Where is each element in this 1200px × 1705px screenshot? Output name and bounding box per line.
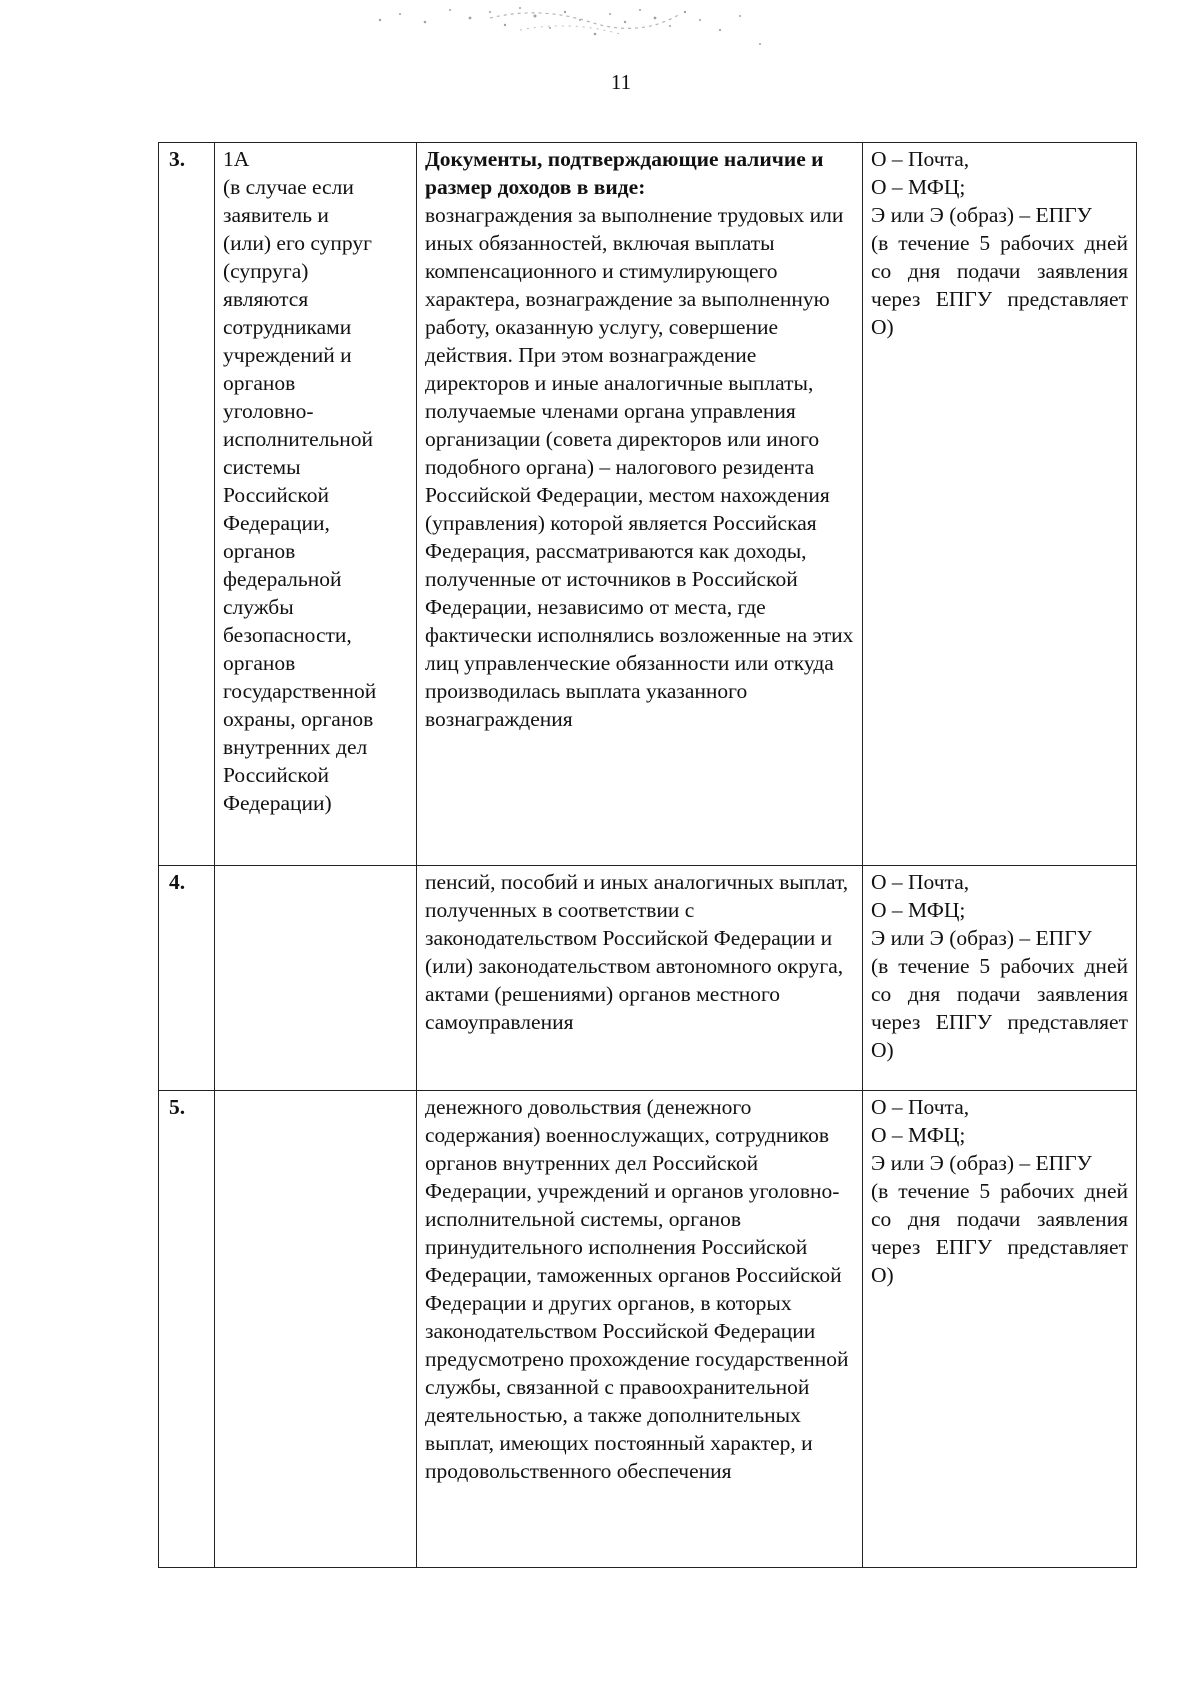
row-number: 3. bbox=[159, 143, 215, 866]
method-line: О – МФЦ; bbox=[871, 1123, 966, 1147]
submission-method-cell bbox=[863, 143, 1137, 866]
category-text: 1А (в случае если заявитель и (или) его супруг (супруга) являются сотрудниками учреждений и органов уголовно- исполнительной системы Российской Федерации, органов федеральной службы безопасности, органов государственной охраны, органов внутренних дел Российской Федерации) bbox=[223, 147, 377, 815]
method-line: О – МФЦ; bbox=[871, 898, 966, 922]
description-text: вознаграждения за выполнение трудовых или иных обязанностей, включая выплаты компенсационного и стимулирующего характера, вознаграждение за выполненную работу, оказанную услугу, совершение действия. При этом вознаграждение директоров и иные аналогичные выплаты, получаемые членами органа управления организации (совета директоров или иного подобного органа) – налогового резидента Российской Федерации, местом нахождения (управления) которой является Российская Федерация, рассматриваются как доходы, полученные от источников в Российской Федерации, независимо от места, где фактически исполнялись возложенные на этих лиц управленческие обязанности или откуда производилась выплата указанного вознаграждения bbox=[425, 203, 854, 731]
submission-method-cell bbox=[863, 1091, 1137, 1568]
category-cell bbox=[215, 866, 417, 1091]
method-line: О – МФЦ; bbox=[871, 175, 966, 199]
method-line: О – Почта, bbox=[871, 147, 970, 171]
description-cell bbox=[417, 1091, 863, 1568]
category-cell bbox=[215, 1091, 417, 1568]
description-cell bbox=[417, 866, 863, 1091]
submission-method-cell bbox=[863, 866, 1137, 1091]
description-text: пенсий, пособий и иных аналогичных выплат, полученных в соответствии с законодательством Российской Федерации и (или) законодательством автономного округа, актами (решениями) органов местного самоуправления bbox=[425, 870, 849, 1034]
method-line: Э или Э (образ) – ЕПГУ bbox=[871, 1151, 1092, 1175]
method-line: О – Почта, bbox=[871, 870, 970, 894]
method-line: О – Почта, bbox=[871, 1095, 970, 1119]
description-text: денежного довольствия (денежного содержания) военнослужащих, сотрудников органов внутренних дел Российской Федерации, учреждений и органов уголовно-исполнительной системы, органов принудительного исполнения Российской Федерации, таможенных органов Российской Федерации и других органов, в которых законодательством Российской Федерации предусмотрено прохождение государственной службы, связанной с правоохранительной деятельностью, а также дополнительных выплат, имеющих постоянный характер, и продовольственного обеспечения bbox=[425, 1095, 849, 1483]
table-row bbox=[159, 866, 1137, 1091]
row-number: 4. bbox=[159, 866, 215, 1091]
method-line: Э или Э (образ) – ЕПГУ bbox=[871, 203, 1092, 227]
description-heading: Документы, подтверждающие наличие и размер доходов в виде: bbox=[425, 147, 824, 199]
method-line: Э или Э (образ) – ЕПГУ bbox=[871, 926, 1092, 950]
table-row bbox=[159, 1091, 1137, 1568]
row-number: 5. bbox=[159, 1091, 215, 1568]
method-note: (в течение 5 рабочих дней со дня подачи заявления через ЕПГУ представляет О) bbox=[871, 954, 1128, 1062]
table-row bbox=[159, 143, 1137, 866]
scan-stamp-mark bbox=[340, 0, 780, 60]
description-cell bbox=[417, 143, 863, 866]
documents-table bbox=[158, 142, 1137, 1568]
page-number: 11 bbox=[610, 70, 632, 94]
category-cell bbox=[215, 143, 417, 866]
method-note: (в течение 5 рабочих дней со дня подачи заявления через ЕПГУ представляет О) bbox=[871, 1179, 1128, 1287]
method-note: (в течение 5 рабочих дней со дня подачи заявления через ЕПГУ представляет О) bbox=[871, 231, 1128, 339]
